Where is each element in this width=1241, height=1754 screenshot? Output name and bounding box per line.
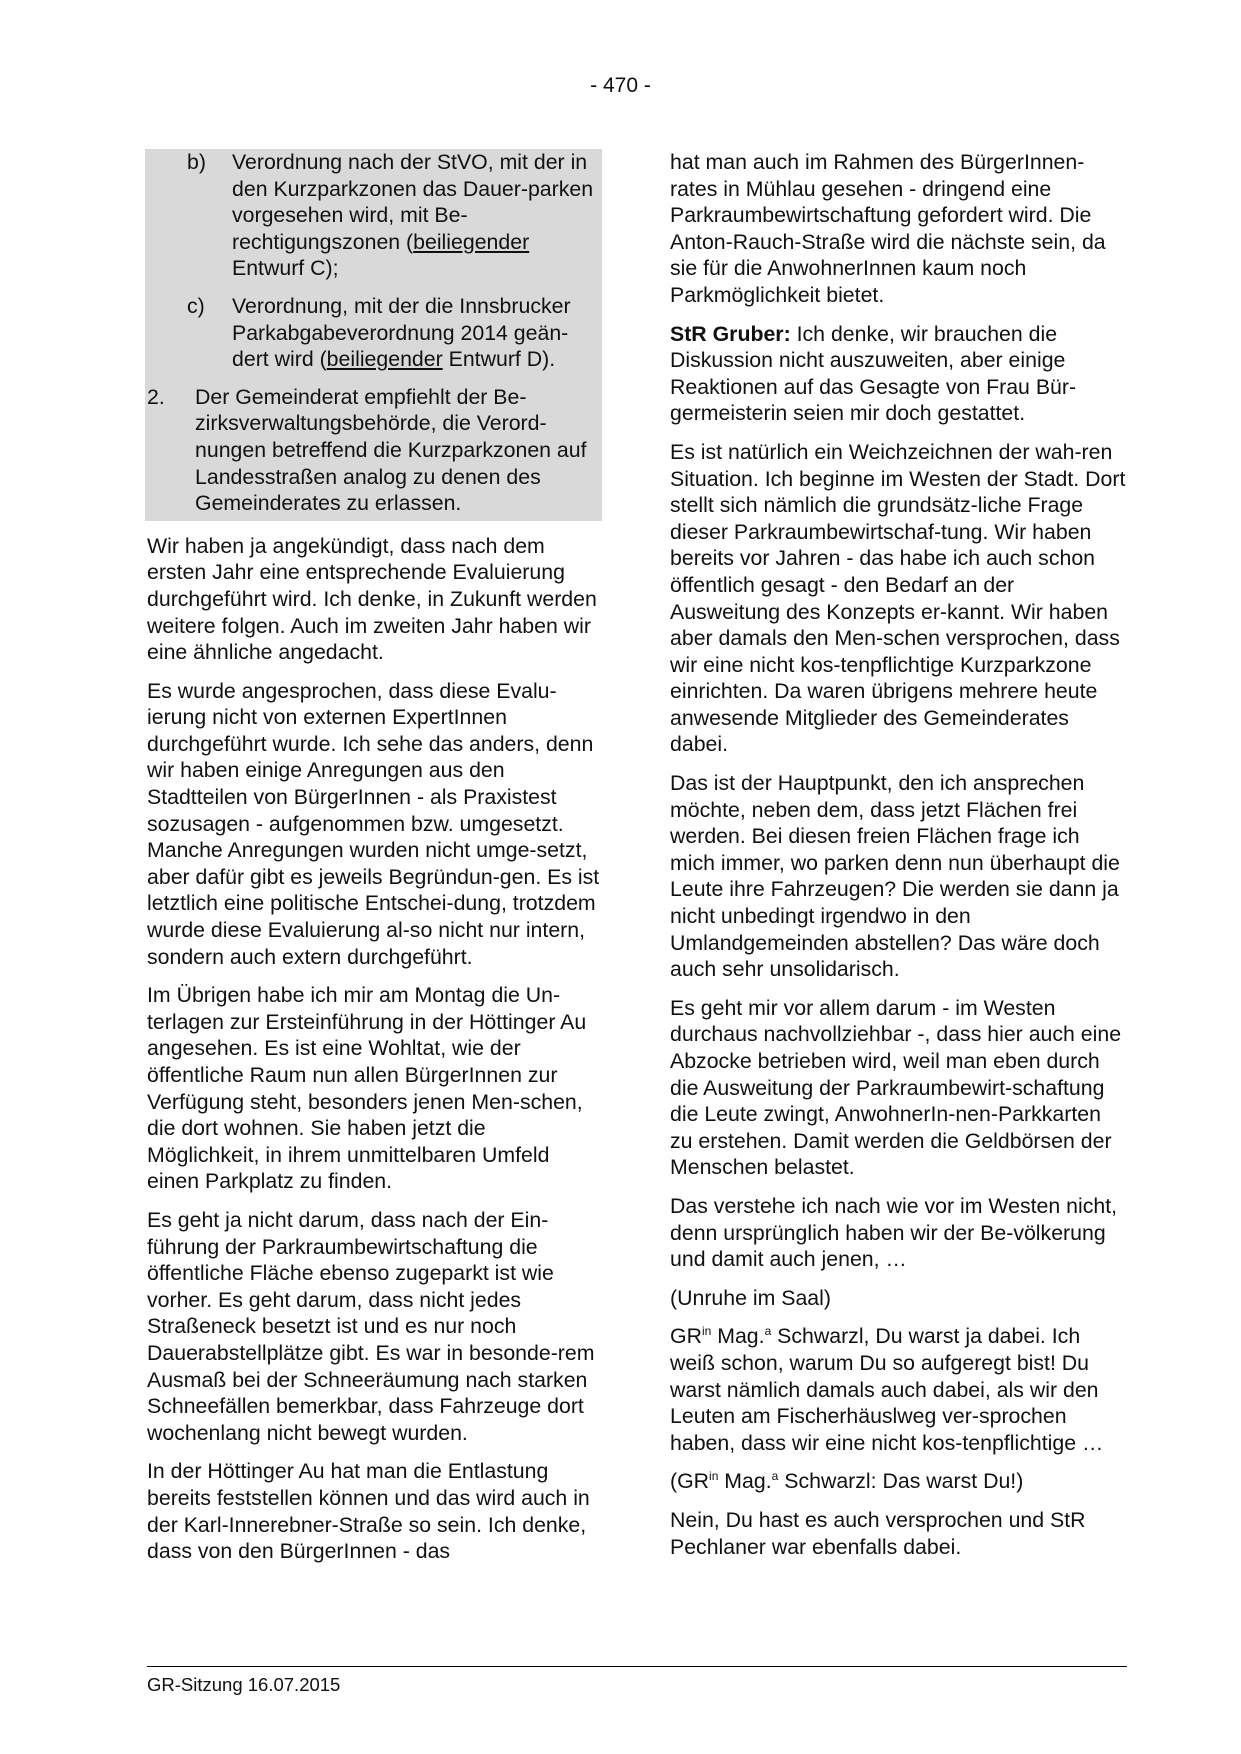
interjection: [670, 1468, 1126, 1495]
paragraph: Nein, Du hast es auch versprochen und StR Pechlaner war ebenfalls dabei.: [670, 1507, 1086, 1559]
speech-text: Schwarzl: Das warst Du!): [778, 1469, 1024, 1494]
title-text: (GR: [670, 1469, 710, 1494]
list-text: Verordnung nach der StVO, mit der in den Kurzparkzonen das Dauer-parken vorgesehen wird, mit Be-rechtigungszonen (: [232, 150, 594, 254]
superscript: in: [709, 1469, 719, 1484]
page-number: - 470 -: [590, 74, 651, 97]
list-label: c): [187, 293, 205, 318]
list-item-b: [147, 149, 602, 282]
title-text: Mag.: [718, 1469, 772, 1494]
speaker-name: StR Gruber:: [670, 321, 791, 346]
footer-text: GR-Sitzung 16.07.2015: [147, 1674, 341, 1695]
list-text: Entwurf C);: [232, 256, 339, 281]
list-item-2: [147, 384, 602, 517]
paragraph: Wir haben ja angekündigt, dass nach dem ersten Jahr eine entsprechende Evaluierung durchgeführt wird. Ich denke, in Zukunft werden weitere folgen. Auch im zweiten Jahr haben wir eine ähnliche angedacht.: [147, 533, 597, 665]
superscript: a: [764, 1324, 772, 1339]
list-text: Verordnung, mit der die Innsbrucker Parkabgabeverordnung 2014 geän-dert wird (: [232, 293, 571, 372]
paragraph: hat man auch im Rahmen des BürgerInnen-rates in Mühlau gesehen - dringend eine Parkraumbewirtschaftung gefordert wird. Die Anton-Rauch-Straße wird die nächste sein, da sie für die AnwohnerInnen kaum noch Parkmöglichkeit bietet.: [670, 150, 1106, 307]
title-text: GR: [670, 1324, 702, 1349]
paragraph: Es ist natürlich ein Weichzeichnen der wah-ren Situation. Ich beginne im Westen der Stadt. Dort stellt sich nämlich die grundsätz-liche Frage dieser Parkraumbewirtschaf-tung. Wir haben bereits vor Jahren - das habe ich auch schon öffentlich gesagt - den Bedarf an der Ausweitung des Konzepts er-kannt. Wir haben aber damals den Men-schen versprochen, dass wir eine nicht kos-tenpflichtige Kurzparkzone einrichten. Da waren übrigens mehrere heute anwesende Mitglieder des Gemeinderates dabei.: [670, 439, 1126, 757]
right-column: [670, 149, 1126, 1572]
list-label: b): [187, 150, 206, 174]
resolution-box: [145, 149, 602, 521]
paragraph: [670, 1323, 1126, 1456]
paragraph: Es geht ja nicht darum, dass nach der Ein-führung der Parkraumbewirtschaftung die öffentliche Fläche ebenso zugeparkt ist wie vorher. Es geht darum, dass nicht jedes Straßeneck besetzt ist und es nur noch Dauerabstellplätze gibt. Es war in besonde-rem Ausmaß bei der Schneeräumung nach starken Schneefällen bemerkbar, dass Fahrzeuge dort wochenlang nicht bewegt wurden.: [147, 1207, 595, 1445]
paragraph: Das verstehe ich nach wie vor im Westen nicht, denn ursprünglich haben wir der Be-völkerung und damit auch jenen, …: [670, 1193, 1118, 1272]
paragraph: Es geht mir vor allem darum - im Westen durchaus nachvollziehbar -, dass hier auch eine Abzocke betrieben wird, weil man eben durch die Ausweitung der Parkraumbewirt-schaftung die Leute zwingt, AnwohnerIn-nen-Parkkarten zu erstehen. Damit werden die Geldbörsen der Menschen belastet.: [670, 995, 1122, 1180]
paragraph: [670, 321, 1126, 427]
superscript: in: [701, 1324, 712, 1339]
footer-divider: [147, 1666, 1127, 1667]
speech-text: Ich denke, wir brauchen die Diskussion nicht auszuweiten, aber einige Reaktionen auf das Gesagte von Frau Bür-germeisterin seien mir doch gestattet.: [670, 321, 1077, 426]
paragraph: Es wurde angesprochen, dass diese Evalu-ierung nicht von externen ExpertInnen durchgeführt wurde. Ich sehe das anders, denn wir haben einige Anregungen aus den Stadtteilen von BürgerInnen - als Praxistest sozusagen - aufgenommen bzw. umgesetzt. Manche Anregungen wurden nicht umge-setzt, aber dafür gibt es jeweils Begründun-gen. Es ist letztlich eine politische Entschei-dung, trotzdem wurde diese Evaluierung al-so nicht nur intern, sondern auch extern durchgeführt.: [147, 678, 600, 969]
list-item-c: [147, 293, 602, 373]
paragraph: Im Übrigen habe ich mir am Montag die Un-terlagen zur Ersteinführung in der Höttinger Au angesehen. Es ist eine Wohltat, wie der öffentliche Raum nun allen BürgerInnen zur Verfügung steht, besonders jenen Men-schen, die dort wohnen. Sie haben jetzt die Möglichkeit, in ihrem unmittelbaren Umfeld einen Parkplatz zu finden.: [147, 983, 587, 1194]
paragraph: Das ist der Hauptpunkt, den ich ansprechen möchte, neben dem, dass jetzt Flächen frei werden. Bei diesen freien Flächen frage ich mich immer, wo parken denn nun überhaupt die Leute ihre Fahrzeugen? Die werden sie dann ja nicht unbedingt irgendwo in den Umlandgemeinden abstellen? Das wäre doch auch sehr unsolidarisch.: [670, 771, 1120, 982]
speech-text: Schwarzl, Du warst ja dabei. Ich weiß schon, warum Du so aufgeregt bist! Du warst nämlich damals auch dabei, als wir den Leuten am Fischerhäuslweg ver-sprochen haben, dass wir eine nicht kos-tenpflichtige …: [670, 1324, 1104, 1455]
superscript: a: [771, 1469, 779, 1484]
title-text: Mag.: [711, 1324, 765, 1349]
paragraph: In der Höttinger Au hat man die Entlastung bereits feststellen können und das wird auch in der Karl-Innerebner-Straße so sein. Ich denke, dass von den BürgerInnen - das: [147, 1459, 590, 1564]
list-text: Entwurf D).: [442, 347, 556, 372]
left-column: [147, 149, 602, 1577]
underlined-text: beiliegender: [413, 229, 530, 254]
interjection: (Unruhe im Saal): [670, 1285, 831, 1310]
list-label: 2.: [147, 384, 165, 409]
underlined-text: beiliegender: [326, 347, 443, 372]
list-text: Der Gemeinderat empfiehlt der Be-zirksverwaltungsbehörde, die Verord-nungen betreffend die Kurzparkzonen auf Landesstraßen analog zu denen des Gemeinderates zu erlassen.: [195, 384, 587, 516]
